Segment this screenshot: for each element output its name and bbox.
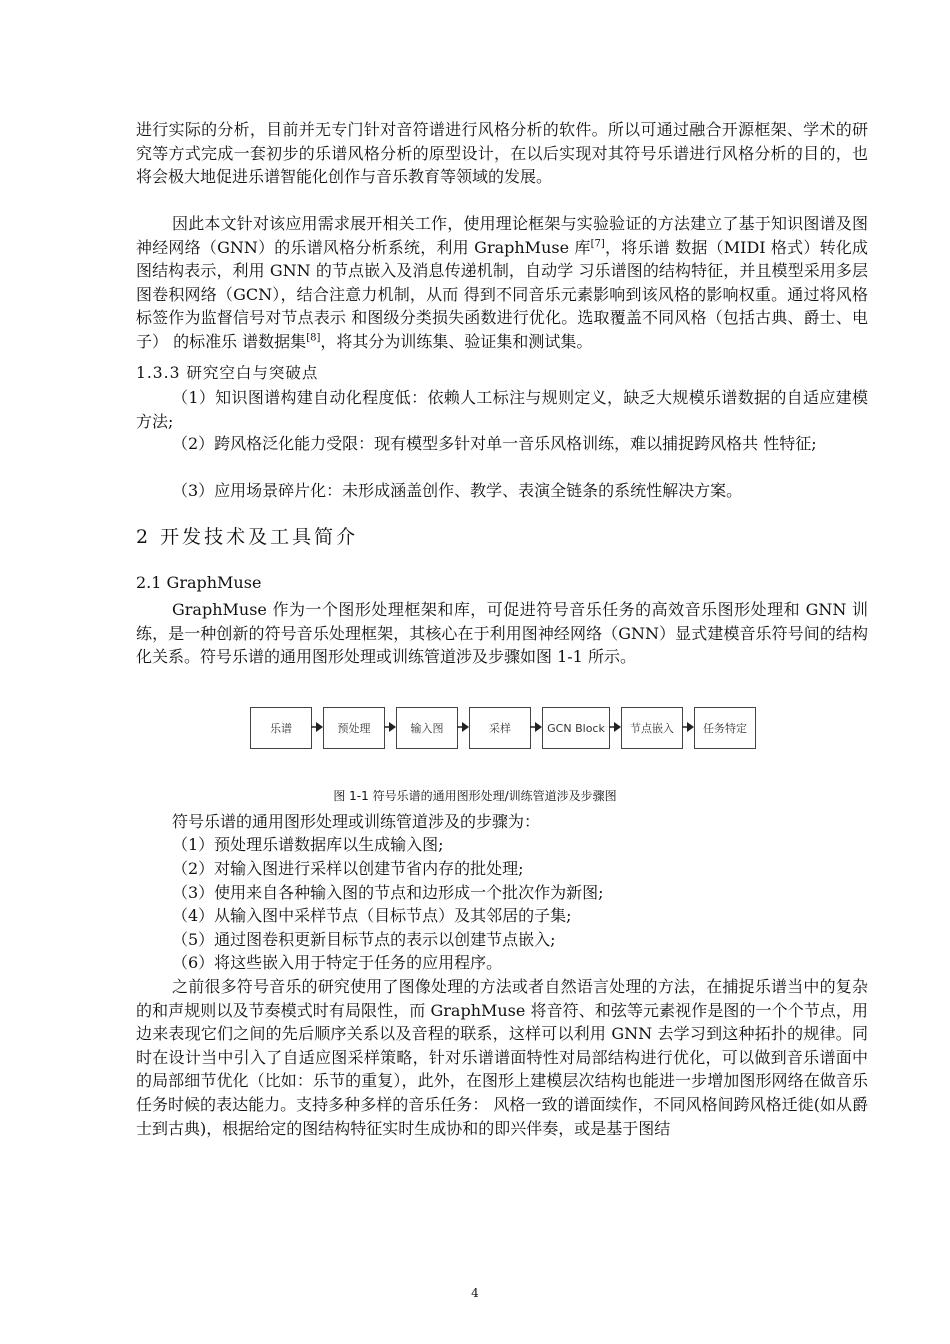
method-paragraph: [136, 212, 868, 354]
step-item-1: （1）预处理乐谱数据库以生成输入图;: [172, 835, 444, 854]
pipeline-step-node-embedding: 节点嵌入: [621, 707, 683, 749]
pipeline-step-score: 乐谱: [250, 707, 312, 749]
method-text-3: ，将其分为训练集、验证集和测试集。: [320, 331, 593, 351]
citation-7: [7]: [590, 238, 605, 250]
step-item-3: （3）使用来自各种输入图的节点和边形成一个批次作为新图;: [172, 883, 604, 902]
pipeline-diagram: [250, 707, 760, 749]
step-item-4: （4）从输入图中采样节点（目标节点）及其邻居的子集;: [172, 906, 572, 925]
pipeline-step-preprocess: 预处理: [323, 707, 385, 749]
chapter-2-heading: 2 开发技术及工具简介: [136, 526, 359, 548]
pipeline-step-task-specific: 任务特定: [694, 707, 756, 749]
research-gap-item-2: （2）跨风格泛化能力受限：现有模型多针对单一音乐风格训练，难以捕捉跨风格共 性特征;: [172, 434, 817, 453]
arrow-icon: [609, 720, 621, 734]
page-number: 4: [471, 1286, 479, 1300]
step-item-6: （6）将这些嵌入用于特定于任务的应用程序。: [172, 953, 503, 972]
step-item-5: （5）通过图卷积更新目标节点的表示以创建节点嵌入;: [172, 930, 556, 949]
section-2-1-heading: 2.1 GraphMuse: [136, 573, 262, 592]
arrow-icon: [457, 720, 469, 734]
pipeline-step-input-graph: 输入图: [396, 707, 458, 749]
arrow-icon: [530, 720, 542, 734]
intro-paragraph: 进行实际的分析，目前并无专门针对音符谱进行风格分析的软件。所以可通过融合开源框架、学术的研究等方式完成一套初步的乐谱风格分析的原型设计，在以后实现对其符号乐谱进行风格分析的目的，也将会极大地促进乐谱智能化创作与音乐教育等领域的发展。: [136, 120, 868, 187]
pipeline-step-sampling: 采样: [469, 707, 531, 749]
research-gap-item-3: （3）应用场景碎片化：未形成涵盖创作、教学、表演全链条的系统性解决方案。: [172, 481, 743, 500]
arrow-icon: [384, 720, 396, 734]
step-item-2: （2）对输入图进行采样以创建节省内存的批处理;: [172, 859, 524, 878]
method-text-2: ，将乐谱 数据（MIDI 格式）转化成图结构表示，利用 GNN 的节点嵌入及消息传递机制，自动学 习乐谱图的结构特征，并且模型采用多层图卷积网络（GCN），结合注意力机制，从而 得到不同音乐元素影响到该风格的影响权重。通过将风格标签作为监督信号对节点表示 和图级分类损失函数进行优化。选取覆盖不同风格（包括古典、爵士、电子） 的标准乐 谱数据集: [136, 237, 868, 351]
steps-intro: 符号乐谱的通用图形处理或训练管道涉及的步骤为：: [172, 812, 541, 831]
method-text-1: 因此本文针对该应用需求展开相关工作，使用理论框架与实验验证的方法建立了基于知识图谱及图神经网络（GNN）的乐谱风格分析系统，利用 GraphMuse 库: [136, 214, 868, 257]
arrow-icon: [311, 720, 323, 734]
research-gap-item-1: （1）知识图谱构建自动化程度低：依赖人工标注与规则定义，缺乏大规模乐谱数据的自适应建模方法;: [136, 388, 868, 431]
citation-8: [8]: [306, 332, 321, 344]
graphmuse-paragraph: GraphMuse 作为一个图形处理框架和库，可促进符号音乐任务的高效音乐图形处理和 GNN 训练，是一种创新的符号音乐处理框架，其核心在于利用图神经网络（GNN）显式建模音乐符号间的结构化关系。符号乐谱的通用图形处理或训练管道涉及步骤如图 1-1 所示。: [136, 600, 868, 667]
section-1-3-3-heading: 1.3.3 研究空白与突破点: [136, 364, 319, 382]
figure-caption: 图 1-1 符号乐谱的通用图形处理/训练管道涉及步骤图: [333, 789, 617, 803]
arrow-icon: [682, 720, 694, 734]
pipeline-step-gcn-block: GCN Block: [542, 707, 610, 749]
closing-paragraph: 之前很多符号音乐的研究使用了图像处理的方法或者自然语言处理的方法，在捕捉乐谱当中的复杂的和声规则以及节奏模式时有局限性，而 GraphMuse 将音符、和弦等元素视作是图的一个个节点，用边来表现它们之间的先后顺序关系以及音程的联系，这样可以利用 GNN 去学习到这种拓扑的规律。同时在设计当中引入了自适应图采样策略，针对乐谱谱面特性对局部结构进行优化，可以做到音乐谱面中的局部细节优化（比如：乐节的重复），此外，在图形上建模层次结构也能进一步增加图形网络在做音乐任务时候的表达能力。支持多种多样的音乐任务： 风格一致的谱面续作，不同风格间跨风格迁徙(如从爵士到古典)，根据给定的图结构特征实时生成协和的即兴伴奏，或是基于图结: [136, 977, 868, 1138]
